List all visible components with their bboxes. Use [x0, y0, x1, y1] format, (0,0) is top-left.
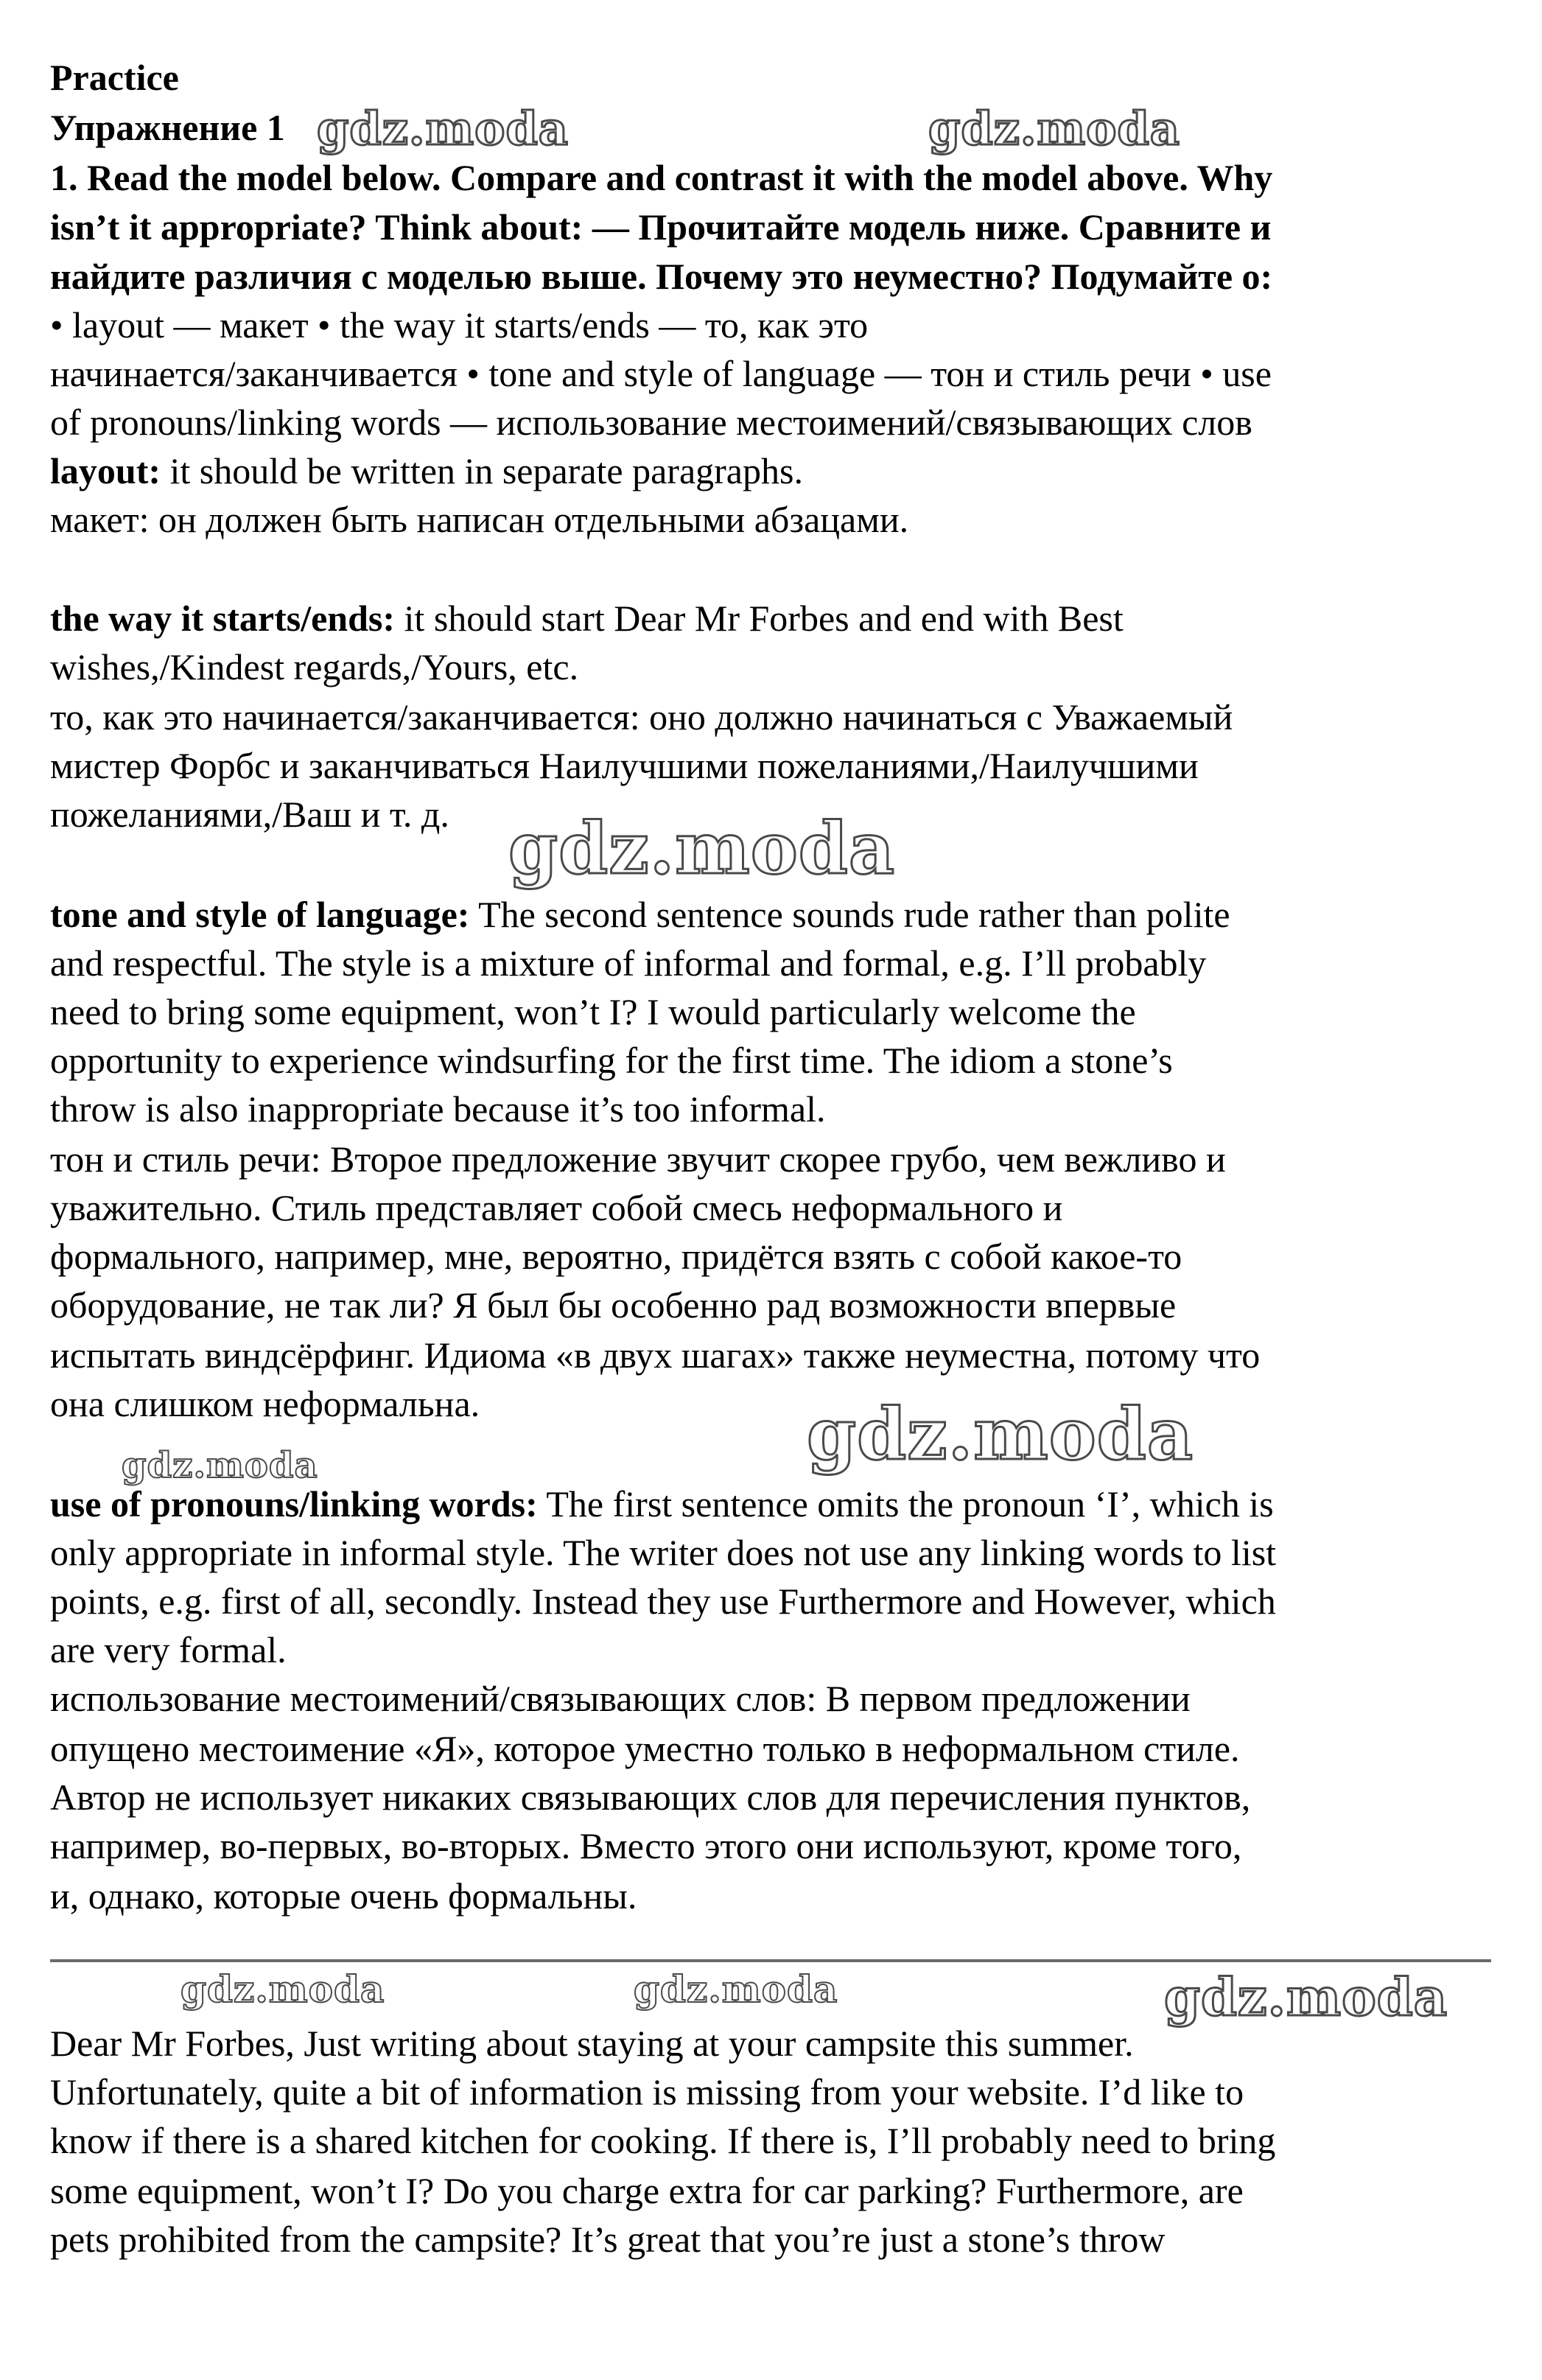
tone-line-3: need to bring some equipment, won’t I? I would particularly welcome the	[50, 991, 1136, 1032]
watermark-logo: gdz.moda	[1164, 1967, 1448, 2028]
task-line-3: найдите различия с моделью выше. Почему это неуместно? Подумайте о:	[50, 256, 1273, 297]
pronouns-ru-line-3: Автор не использует никаких связывающих слов для перечисления пунктов,	[50, 1777, 1251, 1818]
letter-line-5: pets prohibited from the campsite? It’s great that you’re just a stone’s throw	[50, 2219, 1166, 2260]
tone-ru-line-2: уважительно. Стиль представляет собой смесь неформального и	[50, 1187, 1063, 1228]
way-ru-line-3: пожеланиями,/Ваш и т. д.	[50, 794, 449, 835]
watermark-logo: gdz.moda	[807, 1393, 1194, 1476]
layout-ru: макет: он должен быть написан отдельными абзацами.	[50, 499, 909, 540]
bullets-line-1: • layout — макет • the way it starts/ends — то, как это	[50, 304, 869, 346]
way-ru-line-1: то, как это начинается/заканчивается: оно должно начинаться с Уважаемый	[50, 696, 1233, 738]
tone-ru-line-3: формального, например, мне, вероятно, придётся взять с собой какое-то	[50, 1236, 1182, 1277]
watermark-logo: gdz.moda	[634, 1967, 838, 2011]
way-text: it should start Dear Mr Forbes and end with Best	[395, 598, 1124, 639]
pronouns-line-2: only appropriate in informal style. The writer does not use any linking words to list	[50, 1532, 1277, 1573]
practice-heading: Practice	[50, 57, 179, 98]
tone-line-5: throw is also inappropriate because it’s too informal.	[50, 1088, 826, 1130]
section-divider	[50, 1959, 1491, 1962]
pronouns-ru-line-1: использование местоимений/связывающих слов: В первом предложении	[50, 1678, 1191, 1719]
exercise-heading: Упражнение 1	[50, 107, 285, 148]
letter-line-2: Unfortunately, quite a bit of information is missing from your website. I’d like to	[50, 2071, 1244, 2113]
watermark-logo: gdz.moda	[122, 1445, 318, 1486]
bullets-line-2: начинается/заканчивается • tone and style of language — тон и стиль речи • use	[50, 353, 1272, 394]
tone-line-4: opportunity to experience windsurfing for the first time. The idiom a stone’s	[50, 1040, 1173, 1081]
way-paragraph	[50, 594, 1124, 643]
task-line-1: 1. Read the model below. Compare and contrast it with the model above. Why	[50, 157, 1273, 198]
layout-label: layout:	[50, 450, 161, 491]
pronouns-paragraph	[50, 1480, 1274, 1528]
tone-ru-line-5: испытать виндсёрфинг. Идиома «в двух шагах» также неуместна, потому что	[50, 1334, 1261, 1376]
layout-paragraph	[50, 447, 803, 495]
layout-text: it should be written in separate paragraphs.	[161, 450, 803, 491]
pronouns-text: The first sentence omits the pronoun ‘I’, which is	[537, 1483, 1274, 1525]
tone-ru-line-6: она слишком неформальна.	[50, 1383, 480, 1424]
pronouns-ru-line-2: опущено местоимение «Я», которое уместно только в неформальном стиле.	[50, 1728, 1240, 1769]
pronouns-label: use of pronouns/linking words:	[50, 1483, 538, 1525]
way-line-2: wishes,/Kindest regards,/Yours, etc.	[50, 646, 579, 687]
tone-label: tone and style of language:	[50, 894, 470, 935]
bullets-line-3: of pronouns/linking words — использование местоимений/связывающих слов	[50, 402, 1252, 443]
pronouns-line-3: points, e.g. first of all, secondly. Instead they use Furthermore and However, which	[50, 1581, 1276, 1622]
tone-paragraph	[50, 890, 1230, 939]
pronouns-line-4: are very formal.	[50, 1629, 287, 1670]
task-line-2: isn’t it appropriate? Think about: — Прочитайте модель ниже. Сравните и	[50, 206, 1272, 248]
pronouns-ru-line-5: и, однако, которые очень формальны.	[50, 1875, 637, 1917]
letter-line-3: know if there is a shared kitchen for cooking. If there is, I’ll probably need to bring	[50, 2120, 1276, 2161]
pronouns-ru-line-4: например, во-первых, во-вторых. Вместо этого они используют, кроме того,	[50, 1825, 1242, 1866]
way-ru-line-2: мистер Форбс и заканчиваться Наилучшими пожеланиями,/Наилучшими	[50, 745, 1199, 786]
tone-text: The second sentence sounds rude rather than polite	[469, 894, 1230, 935]
way-label: the way it starts/ends:	[50, 598, 396, 639]
watermark-logo: gdz.moda	[508, 807, 896, 890]
tone-ru-line-1: тон и стиль речи: Второе предложение звучит скорее грубо, чем вежливо и	[50, 1138, 1226, 1180]
watermark-logo: gdz.moda	[317, 102, 569, 155]
watermark-logo: gdz.moda	[181, 1967, 385, 2011]
letter-line-1: Dear Mr Forbes, Just writing about staying at your campsite this summer.	[50, 2023, 1134, 2064]
watermark-logo: gdz.moda	[928, 102, 1180, 155]
letter-line-4: some equipment, won’t I? Do you charge extra for car parking? Furthermore, are	[50, 2170, 1244, 2211]
tone-line-2: and respectful. The style is a mixture of informal and formal, e.g. I’ll probably	[50, 942, 1207, 984]
tone-ru-line-4: оборудование, не так ли? Я был бы особенно рад возможности впервые	[50, 1284, 1177, 1326]
